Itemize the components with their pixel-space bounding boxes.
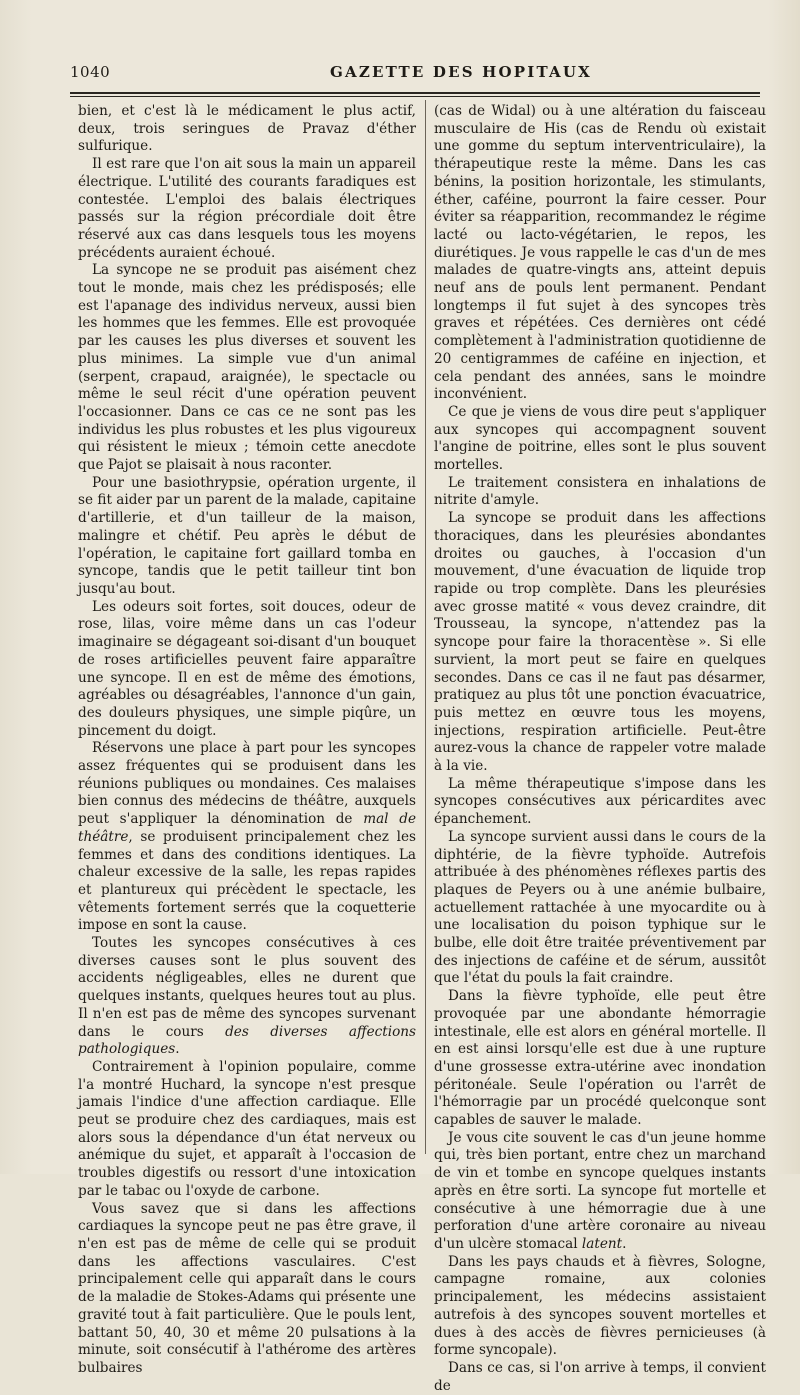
text-run: , se produisent principalement chez les femmes et dans des conditions identiques. La chaleur excessive de la salle, les repas rapides et plantureux qui précèdent le spectacle, les vêtements fortement serrés que la coquetterie impose en sont la cause. [78, 828, 416, 934]
paragraph: La syncope se produit dans les affections thoraciques, dans les pleurésies abondantes droites ou gauches, à l'occasion d'un mouvement, d'une évacuation de liquide trop rapide ou trop complète. Dans les pleurésies avec grosse matité « vous devez craindre, dit Trousseau, la syncope, n'attendez pas la syncope pour faire la thoracentèse ». Si elle survient, la mort peut se faire en quelques secondes. Dans ce cas il ne faut pas désarmer, pratiquez au plus tôt une ponction évacuatrice, puis mettez en œuvre tous les moyens, injections, respiration artificielle. Peut-être aurez-vous la chance de rappeler votre malade à la vie. [434, 510, 766, 775]
paragraph: bien, et c'est là le médicament le plus actif, deux, trois seringues de Pravaz d'éther sulfurique. [78, 103, 416, 155]
italic-term: mal de théâtre [78, 811, 416, 845]
column-divider [425, 100, 426, 1154]
paragraph: La syncope survient aussi dans le cours de la diphtérie, de la fièvre typhoïde. Autrefois attribuée à des phénomènes réflexes partis des plaques de Peyers ou à une anémie bulbaire, actuellement rattachée à une myocardite ou à une localisation du poison typhique sur le bulbe, elle doit être traitée préventivement par des injections de caféine et de sérum, aussitôt que l'état du pouls la fait craindre. [434, 828, 766, 987]
text-run: . [175, 1041, 180, 1058]
paragraph: Dans ce cas, si l'on arrive à temps, il convient de [434, 1359, 766, 1394]
text-run: Je vous cite souvent le cas d'un jeune homme qui, très bien portant, entre chez un marchand de vin et tombe en syncope quelques instants après en être sorti. La syncope fut mortelle et consécutive à une hémorragie due à une perforation d'une artère coronaire au niveau d'un ulcère stomacal [434, 1129, 766, 1252]
paragraph: Les odeurs soit fortes, soit douces, odeur de rose, lilas, voire même dans un cas l'odeur imaginaire se dégageant soi-disant d'un bouquet de roses artificielles peuvent faire apparaître une syncope. Il en est de même des émotions, agréables ou désagréables, l'annonce d'un gain, des douleurs physiques, une simple piqûre, un pincement du doigt. [78, 598, 416, 739]
paragraph [78, 935, 416, 1059]
paragraph: Il est rare que l'on ait sous la main un appareil électrique. L'utilité des courants faradiques est contestée. L'emploi des balais électriques passés sur la région précordiale doit être réservé aux cas dans lesquels tous les moyens précédents auraient échoué. [78, 156, 416, 261]
paragraph: La même thérapeutique s'impose dans les syncopes consécutives aux péricardites avec épanchement. [434, 775, 766, 828]
paragraph: Dans la fièvre typhoïde, elle peut être provoquée par une abondante hémorragie intestinale, elle est alors en général mortelle. Il en est ainsi lorsqu'elle est due à une rupture d'une grossesse extra-utérine avec inondation péritonéale. Seule l'opération ou l'arrêt de l'hémorragie par un procédé quelconque sont capables de sauver le malade. [434, 988, 766, 1129]
paragraph: Vous savez que si dans les affections cardiaques la syncope peut ne pas être grave, il n'en est pas de même de celle qui se produit dans les affections vasculaires. C'est principalement celle qui apparaît dans le cours de la maladie de Stokes-Adams qui présente une gravité tout à fait particulière. Que le pouls lent, battant 50, 40, 30 et même 20 pulsations à la minute, soit consécutif à l'athérome des artères bulbaires [78, 1200, 416, 1376]
text-run: . [622, 1236, 627, 1252]
paragraph: La syncope ne se produit pas aisément chez tout le monde, mais chez les prédisposés; elle est l'apanage des individus nerveux, aussi bien les hommes que les femmes. Elle est provoquée par les causes les plus diverses et souvent les plus minimes. La simple vue d'un animal (serpent, crapaud, araignée), le spectacle ou même le seul récit d'une opération peuvent l'occasionner. Dans ce cas ce ne sont pas les individus les plus robustes et les plus vigoureux qui résistent le mieux ; témoin cette anecdote que Pajot se plaisait à nous raconter. [78, 262, 416, 474]
running-title: GAZETTE DES HOPITAUX [330, 63, 593, 81]
page-number: 1040 [70, 63, 111, 81]
paragraph [78, 740, 416, 935]
italic-term: latent [581, 1236, 623, 1252]
text-run: Réservons une place à part pour les syncopes assez fréquentes qui se produisent dans les réunions publiques ou mondaines. Ces malaises bien connus des médecins de théâtre, auxquels peut s'appliquer la dénomination de [78, 740, 416, 828]
right-column [434, 103, 766, 1395]
paragraph: Pour une basiothrypsie, opération urgente, il se fit aider par un parent de la malade, capitaine d'artillerie, et d'un tailleur de la maison, malingre et chétif. Peu après le début de l'opération, le capitaine fort gaillard tomba en syncope, tandis que le petit tailleur tint bon jusqu'au bout. [78, 474, 416, 597]
header-rule [70, 92, 760, 94]
header-rule-thin [70, 96, 760, 97]
left-column [78, 103, 416, 1378]
paragraph: Le traitement consistera en inhalations de nitrite d'amyle. [434, 474, 766, 509]
paragraph: Contrairement à l'opinion populaire, comme l'a montré Huchard, la syncope n'est presque jamais l'indice d'une affection cardiaque. Elle peut se produire chez des cardiaques, mais est alors sous la dépendance d'un état nerveux ou anémique du sujet, et apparaît à l'occasion de troubles digestifs ou ressort d'une intoxication par le tabac ou l'oxyde de carbone. [78, 1058, 416, 1199]
italic-term: des diverses affections pathologiques [78, 1023, 416, 1058]
text-run: Toutes les syncopes consécutives à ces diverses causes sont le plus souvent des accidents négligeables, elles ne durent que quelques instants, quelques heures tout au plus. Il n'en est pas de même des syncopes survenant dans le cours [78, 935, 416, 1040]
paragraph [434, 1130, 766, 1254]
paragraph: Dans les pays chauds et à fièvres, Sologne, campagne romaine, aux colonies principalement, les médecins assistaient autrefois à des syncopes souvent mortelles et dues à des accès de fièvres pernicieuses (à forme syncopale). [434, 1253, 766, 1359]
paragraph: Ce que je viens de vous dire peut s'appliquer aux syncopes qui accompagnent souvent l'angine de poitrine, elles sont le plus souvent mortelles. [434, 403, 766, 474]
paragraph: (cas de Widal) ou à une altération du faisceau musculaire de His (cas de Rendu où existait une gomme du septum interventriculaire), la thérapeutique reste la même. Dans les cas bénins, la position horizontale, les stimulants, éther, caféine, pourront la faire cesser. Pour éviter sa réapparition, recommandez le régime lacté ou lacto-végétarien, le repos, les diurétiques. Je vous rappelle le cas d'un de mes malades de quatre-vingts ans, atteint depuis neuf ans de pouls lent permanent. Pendant longtemps il fut sujet à des syncopes très graves et répétées. Ces dernières ont cédé complètement à l'administration quotidienne de 20 centigrammes de caféine en injection, et cela pendant des années, sans le moindre inconvénient. [434, 103, 766, 403]
